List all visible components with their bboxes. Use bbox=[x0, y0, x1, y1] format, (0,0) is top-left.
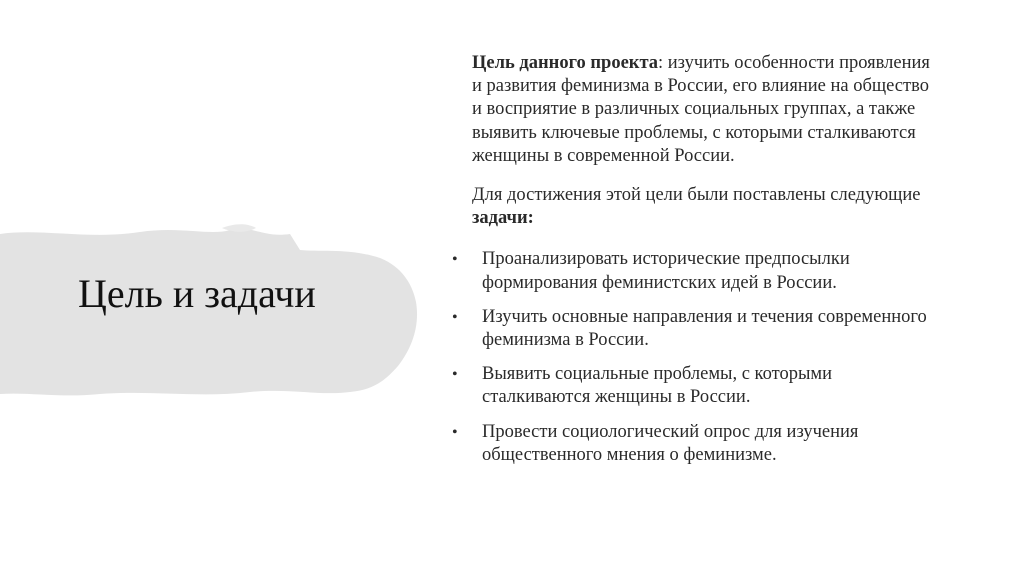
task-text: Провести социологический опрос для изучения общественного мнения о феминизме. bbox=[482, 421, 859, 465]
bullet-icon: • bbox=[452, 251, 458, 269]
task-list bbox=[452, 248, 942, 467]
bullet-icon: • bbox=[452, 308, 458, 326]
goal-text: : изучить особенности проявления и развития феминизма в России, его влияние на общество и восприятие в различных социальных группах, а также выявить ключевые проблемы, с которыми сталкиваются женщины в современной России. bbox=[472, 53, 930, 166]
slide-body bbox=[452, 52, 942, 478]
task-item bbox=[452, 421, 942, 467]
task-item bbox=[452, 363, 942, 409]
goal-label: Цель данного проекта bbox=[472, 53, 659, 73]
bullet-icon: • bbox=[452, 423, 458, 441]
goal-paragraph bbox=[472, 52, 942, 168]
tasks-intro-paragraph bbox=[472, 184, 942, 230]
tasks-label: задачи: bbox=[472, 208, 534, 229]
slide-title: Цель и задачи bbox=[78, 271, 316, 316]
task-text: Выявить социальные проблемы, с которыми сталкиваются женщины в России. bbox=[482, 364, 832, 408]
tasks-intro-text: Для достижения этой цели были поставлены следующие bbox=[472, 185, 921, 206]
task-item bbox=[452, 248, 942, 294]
task-text: Проанализировать исторические предпосылки формирования феминистских идей в России. bbox=[482, 249, 850, 293]
task-item bbox=[452, 306, 942, 352]
task-text: Изучить основные направления и течения современного феминизма в России. bbox=[482, 306, 927, 351]
bullet-icon: • bbox=[452, 366, 458, 384]
